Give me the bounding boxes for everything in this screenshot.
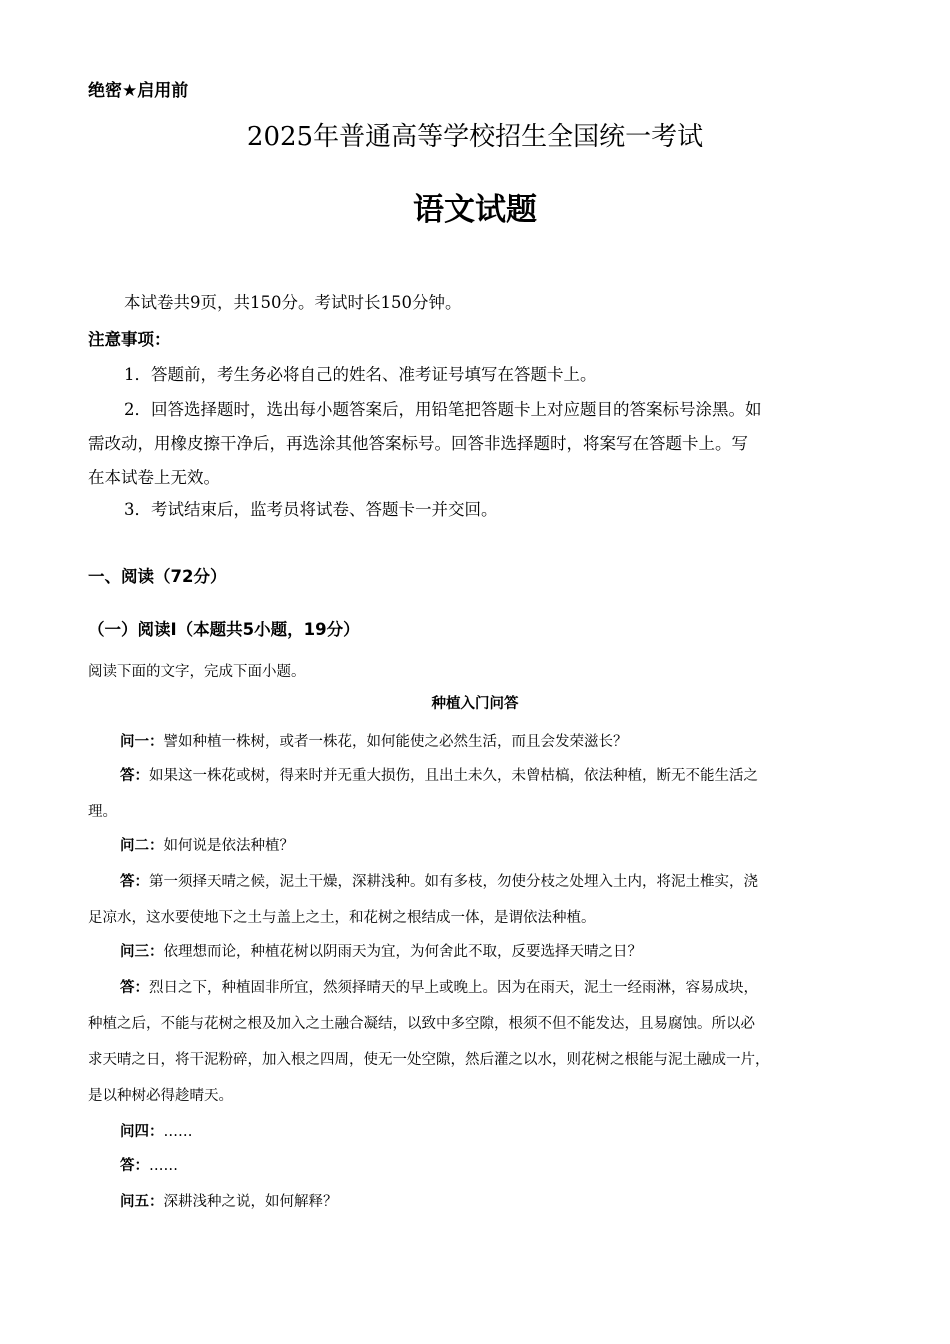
- section-heading: 一、阅读（72分）: [88, 567, 227, 586]
- article-line: [120, 764, 758, 785]
- notice-line: 需改动，用橡皮擦干净后，再选涂其他答案标号。回答非选择题时，将案写在答题卡上。写: [88, 434, 748, 453]
- article-line: [120, 1190, 338, 1211]
- article-line: [88, 906, 596, 927]
- article-title: 种植入门问答: [431, 695, 519, 712]
- article-text: 烈日之下，种植固非所宜，然须择晴天的早上或晚上。因为在雨天，泥土一经雨淋，容易成块，: [149, 980, 758, 996]
- article-text: 求天晴之日，将干泥粉碎，加入根之四周，使无一处空隙，然后灌之以水，则花树之根能与泥土融成一片，: [88, 1052, 770, 1068]
- article-line: [120, 1154, 178, 1175]
- answer-label: 答：: [120, 873, 149, 890]
- article-line: [88, 1084, 233, 1105]
- notice-line: 2．回答选择题时，选出每小题答案后，用铅笔把答题卡上对应题目的答案标号涂黑。如: [124, 400, 762, 419]
- article-text: 理。: [88, 804, 117, 820]
- question-label: 问二：: [120, 837, 164, 854]
- article-text: 如果这一株花或树，得来时并无重大损伤，且出土未久，未曾枯槁，依法种植，断无不能生活之: [149, 768, 758, 784]
- article-text: 譬如种植一株树，或者一株花，如何能使之必然生活，而且会发荣滋长？: [163, 734, 628, 750]
- secret-mark: 绝密★启用前: [88, 81, 189, 101]
- answer-label: 答：: [120, 979, 149, 996]
- notice-line: 在本试卷上无效。: [88, 468, 220, 487]
- article-line: [120, 976, 758, 997]
- article-text: 深耕浅种之说，如何解释？: [163, 1194, 338, 1210]
- article-text: 依理想而论，种植花树以阴雨天为宜，为何舍此不取，反要选择天晴之日？: [163, 944, 642, 960]
- article-line: [120, 834, 294, 855]
- article-text: 如何说是依法种植？: [163, 838, 294, 854]
- article-text: 是以种树必得趁晴天。: [88, 1088, 233, 1104]
- article-line: [88, 800, 117, 821]
- article-line: [88, 1048, 770, 1069]
- question-label: 问一：: [120, 733, 164, 750]
- article-line: [120, 870, 758, 891]
- article-line: [88, 1012, 755, 1033]
- question-label: 问五：: [120, 1193, 164, 1210]
- article-text: ……: [149, 1158, 178, 1174]
- article-text: 足凉水，这水要使地下之土与盖上之土，和花树之根结成一体，是谓依法种植。: [88, 910, 596, 926]
- notice-line: 3．考试结束后，监考员将试卷、答题卡一并交回。: [124, 500, 498, 519]
- article-line: [120, 940, 642, 961]
- section-subheading: （一）阅读I（本题共5小题，19分）: [88, 620, 360, 639]
- article-text: 种植之后，不能与花树之根及加入之土融合凝结，以致中多空隙，根须不但不能发达，且易腐蚀。所以必: [88, 1016, 755, 1032]
- answer-label: 答：: [120, 767, 149, 784]
- answer-label: 答：: [120, 1157, 149, 1174]
- notice-line: 1．答题前，考生务必将自己的姓名、准考证号填写在答题卡上。: [124, 365, 597, 384]
- article-line: [120, 1120, 193, 1141]
- section-instruction: 阅读下面的文字，完成下面小题。: [88, 664, 306, 680]
- article-line: [120, 730, 628, 751]
- question-label: 问四：: [120, 1123, 164, 1140]
- article-text: ……: [163, 1124, 193, 1140]
- article-text: 第一须择天晴之候，泥土干燥，深耕浅种。如有多枝，勿使分枝之处埋入土内，将泥土椎实，浇: [149, 874, 758, 890]
- subject-title: 语文试题: [413, 192, 537, 228]
- paper-info: 本试卷共9页，共150分。考试时长150分钟。: [124, 293, 462, 312]
- exam-title: 2025年普通高等学校招生全国统一考试: [246, 122, 704, 152]
- question-label: 问三：: [120, 943, 164, 960]
- notice-heading: 注意事项：: [88, 330, 171, 349]
